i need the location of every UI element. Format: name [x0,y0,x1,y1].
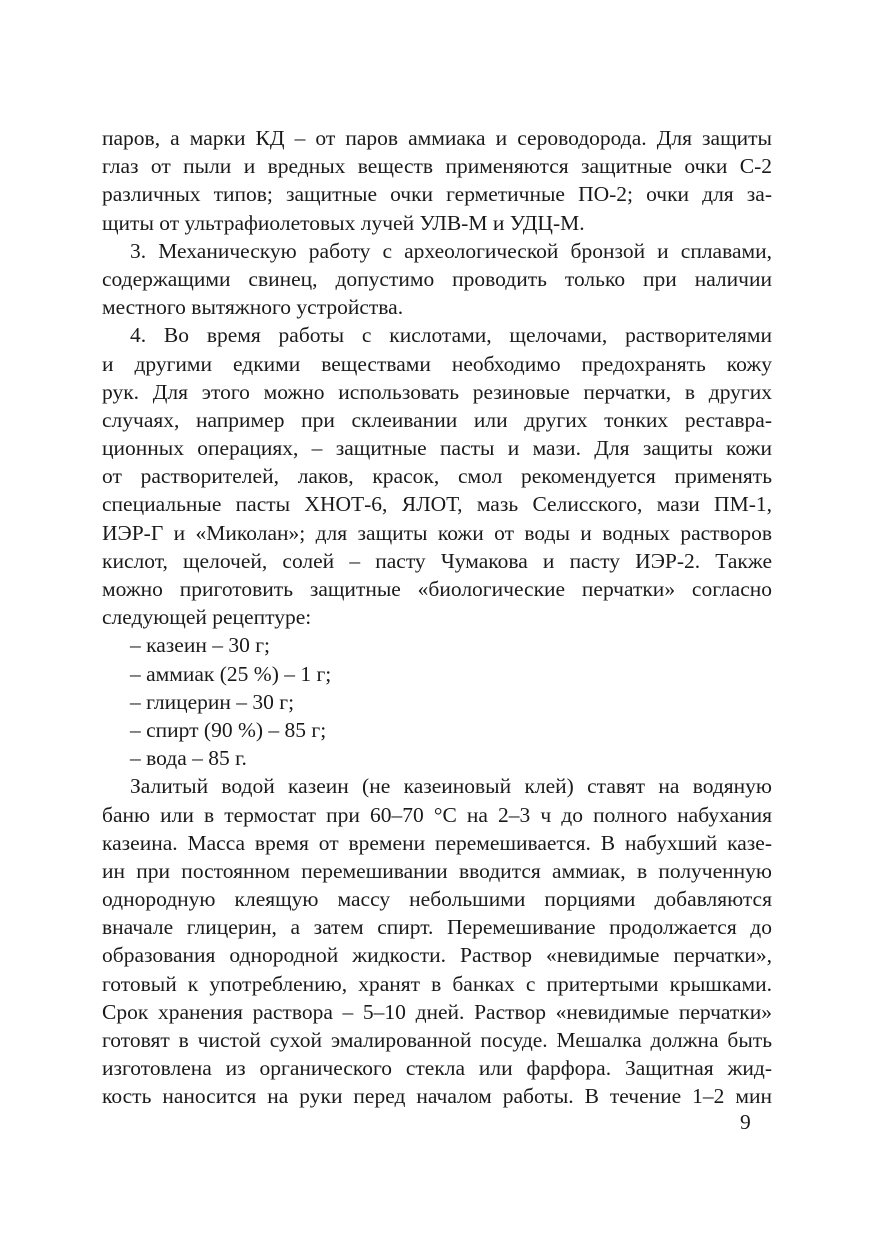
text-line: изготовлена из органического стекла или фарфора. Защитная жид- [102,1056,772,1081]
recipe-list-item: – аммиак (25 %) – 1 г; [130,661,332,686]
text-line: кислот, щелочей, солей – пасту Чумакова и пасту ИЭР-2. Также [102,548,772,573]
paragraph-start-line: Залитый водой казеин (не казеиновый клей) ставят на водяную [130,774,772,799]
paragraph-start-line: 4. Во время работы с кислотами, щелочами, растворителями [130,323,772,348]
text-line: глаз от пыли и вредных веществ применяются защитные очки С-2 [102,154,772,179]
text-line: можно приготовить защитные «биологические перчатки» согласно [102,577,772,601]
text-line: содержащими свинец, допустимо проводить только при наличии [102,266,772,291]
recipe-list-item: – казеин – 30 г; [130,633,271,658]
paragraph-start-line: 3. Механическую работу с археологической бронзой и сплавами, [130,238,772,263]
page-body [102,124,772,1111]
text-line: от растворителей, лаков, красок, смол рекомендуется применять [102,464,772,489]
text-line: казеина. Масса время от времени перемешивается. В набухший казе- [102,830,772,855]
text-line: ИЭР-Г и «Миколан»; для защиты кожи от воды и водных растворов [102,520,772,545]
text-line: различных типов; защитные очки герметичные ПО-2; очки для за- [102,182,772,207]
recipe-list-item: – спирт (90 %) – 85 г; [130,717,327,742]
page-number: 9 [740,1110,751,1134]
recipe-list-item: – вода – 85 г. [130,746,247,771]
text-line: следующей рецептуре: [102,605,312,630]
text-line: кость наносится на руки перед началом работы. В течение 1–2 мин [102,1084,772,1109]
recipe-list-item: – глицерин – 30 г; [130,689,295,714]
text-line: местного вытяжного устройства. [102,295,404,320]
text-line: образования однородной жидкости. Раствор «невидимые перчатки», [102,943,772,968]
text-line: готовый к употреблению, хранят в банках с притертыми крышками. [102,971,772,996]
text-line: специальные пасты ХНОТ-6, ЯЛОТ, мазь Селисского, мази ПМ-1, [102,492,772,517]
text-line: готовят в чистой сухой эмалированной посуде. Мешалка должна быть [102,1028,772,1052]
text-line: случаях, например при склеивании или других тонких реставра- [102,407,772,432]
text-line: и другими едкими веществами необходимо предохранять кожу [102,351,772,376]
text-line: ин при постоянном перемешивании вводится аммиак, в полученную [102,858,772,883]
text-line: паров, а марки КД – от паров аммиака и сероводорода. Для защиты [102,126,772,150]
text-line: щиты от ультрафиолетовых лучей УЛВ-М и УДЦ-М. [102,210,585,235]
text-line: рук. Для этого можно использовать резиновые перчатки, в других [102,379,772,404]
text-line: ционных операциях, – защитные пасты и мази. Для защиты кожи [102,436,772,461]
text-line: Срок хранения раствора – 5–10 дней. Раствор «невидимые перчатки» [102,999,772,1024]
text-line: однородную клеящую массу небольшими порциями добавляются [102,887,772,912]
text-line: вначале глицерин, а затем спирт. Перемешивание продолжается до [102,915,772,940]
text-line: баню или в термостат при 60–70 °С на 2–3 ч до полного набухания [102,802,772,827]
